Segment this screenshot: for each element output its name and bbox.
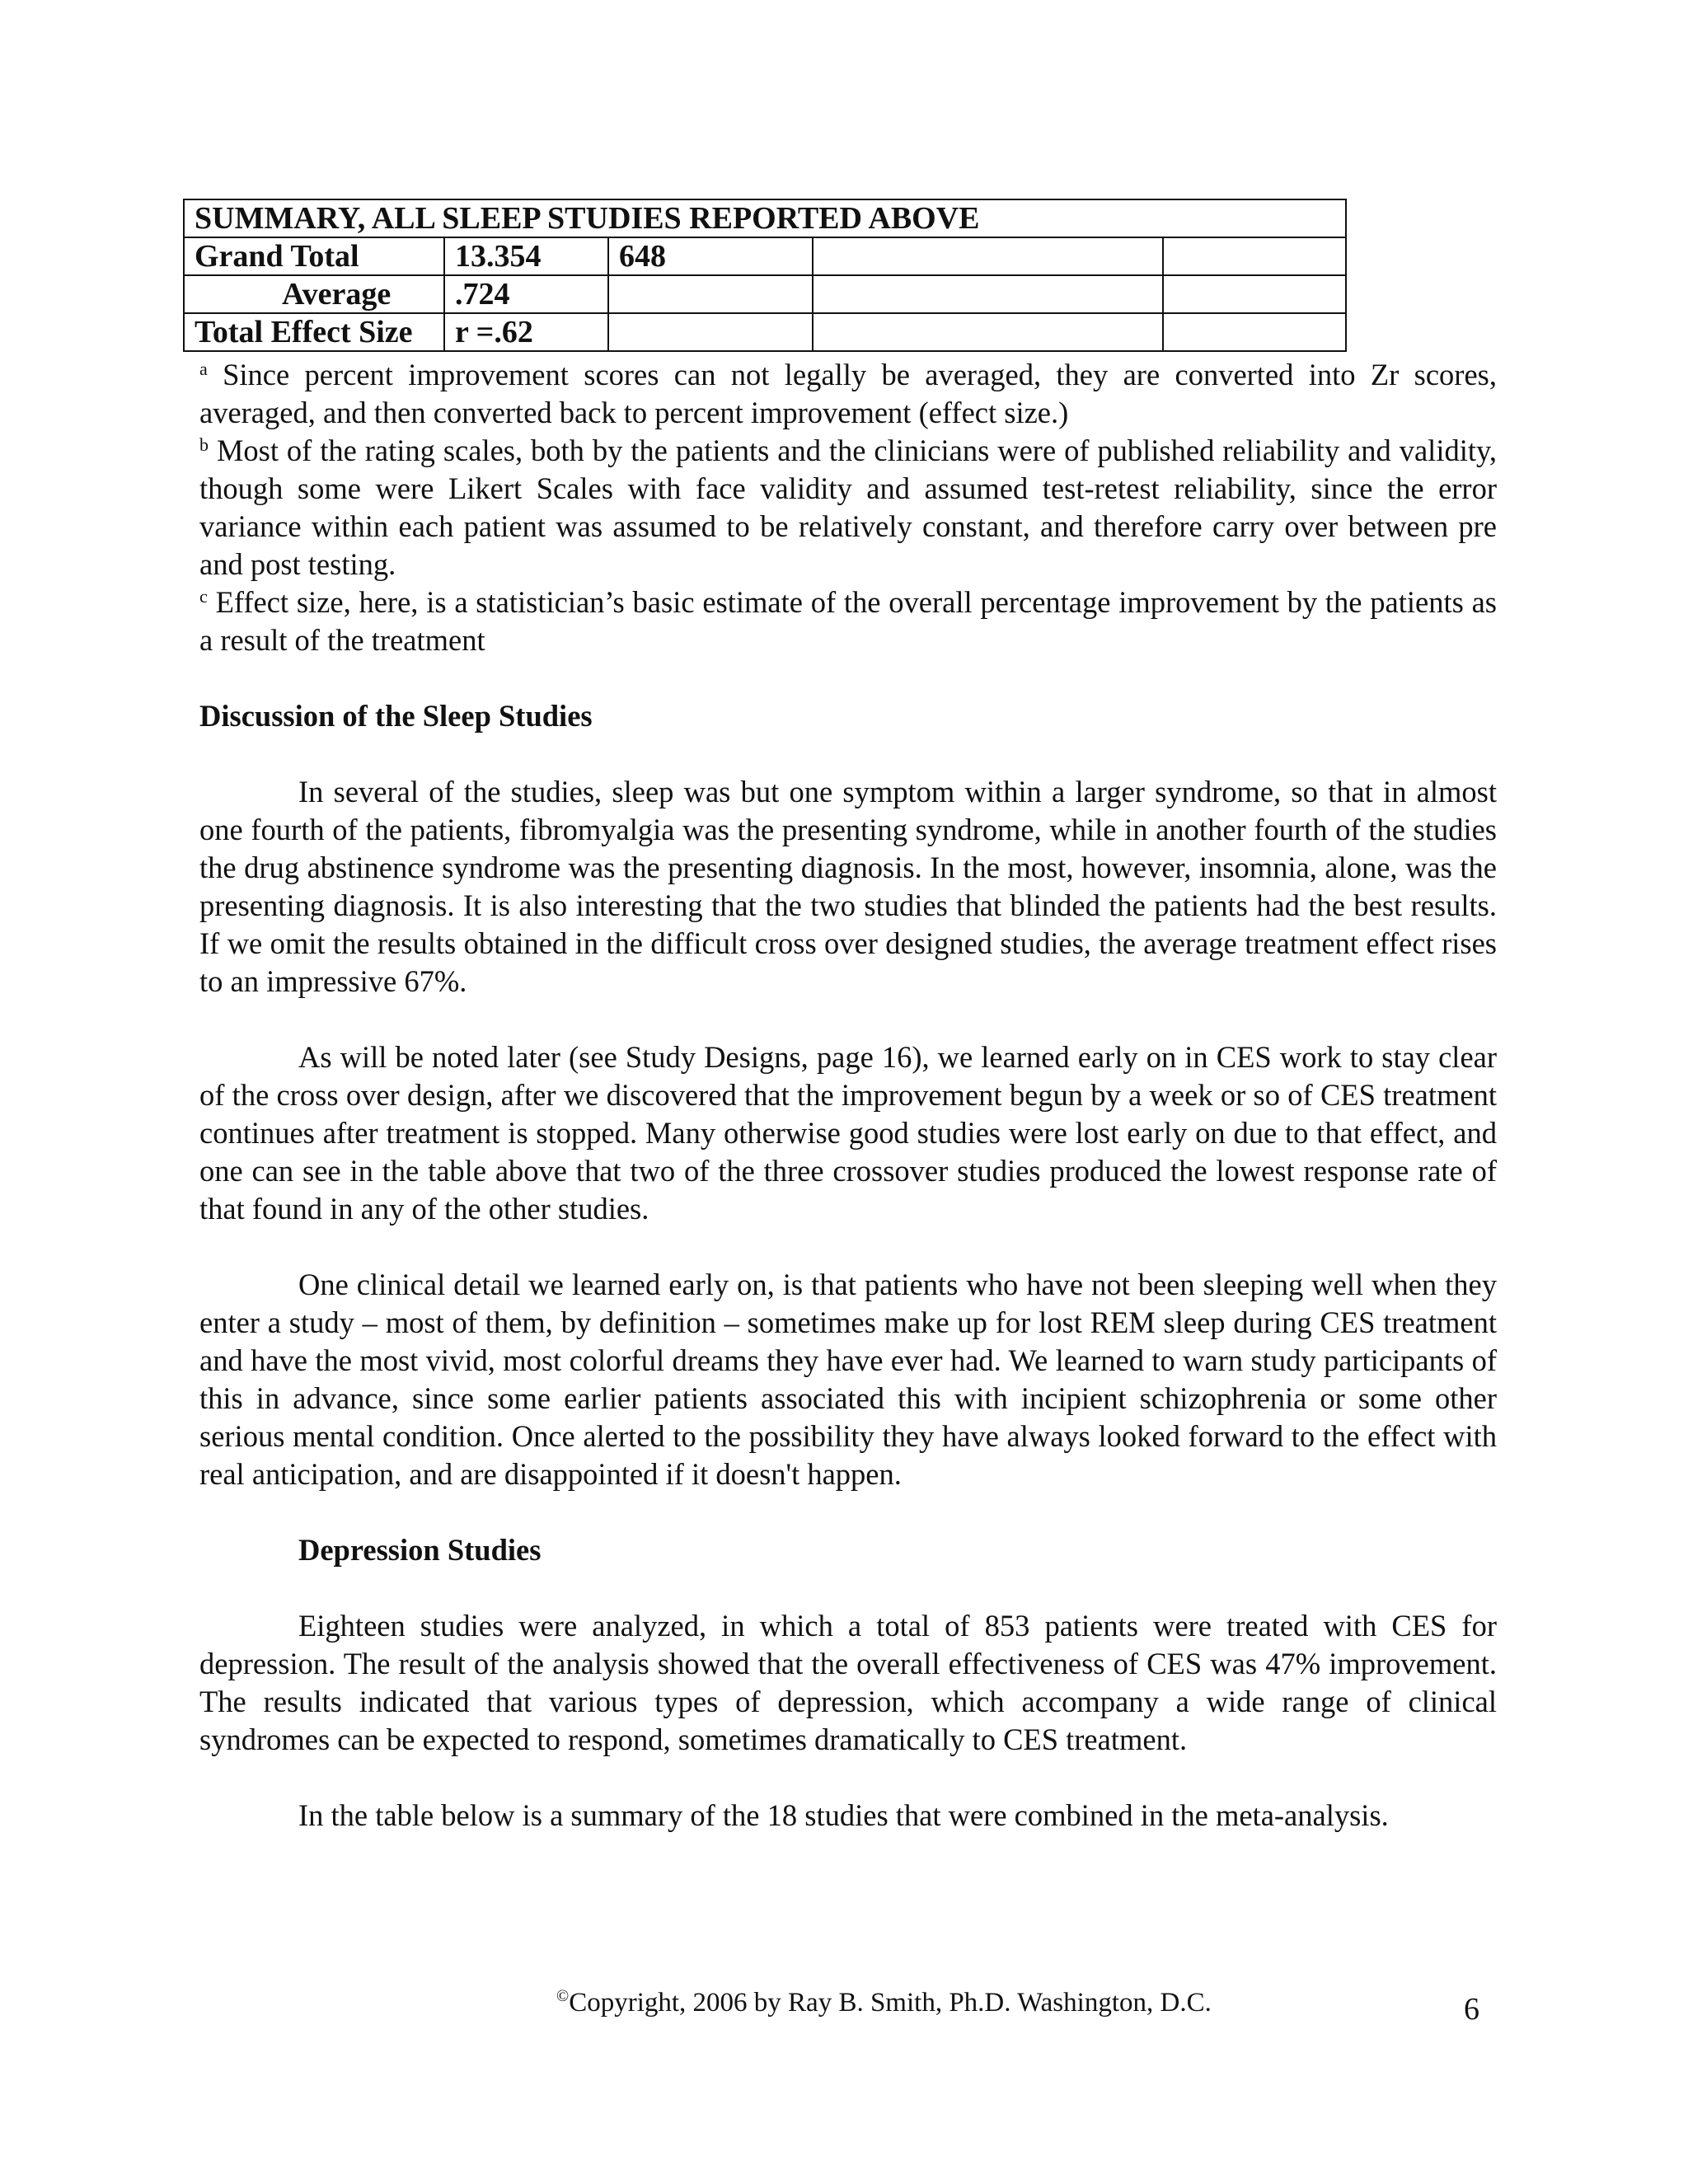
page-footer [0, 1988, 1688, 2029]
table-row [184, 237, 1346, 275]
page-number: 6 [1464, 1992, 1479, 2027]
table-cell: 648 [608, 237, 813, 275]
footnote-marker: a [199, 359, 208, 379]
table-cell [813, 275, 1163, 313]
table-row [184, 275, 1346, 313]
table-title-row [184, 199, 1346, 237]
paragraph: Eighteen studies were analyzed, in which a total of 853 patients were treated with CES for depression. The result of the analysis showed that the overall effectiveness of CES was 47% improvement. The results indicated that various types of depression, which accompany a wide range of clinical syndromes can be expected to respond, sometimes dramatically to CES treatment. [199, 1609, 1497, 1756]
paragraph: In several of the studies, sleep was but one symptom within a larger syndrome, so that in almost one fourth of the patients, fibromyalgia was the presenting syndrome, while in another fourth of the studies the drug abstinence syndrome was the presenting diagnosis. In the most, however, insomnia, alone, was the presenting diagnosis. It is also interesting that the two studies that blinded the patients had the best results. If we omit the results obtained in the difficult cross over designed studies, the average treatment effect rises to an impressive 67%. [199, 775, 1497, 998]
footnote-a [199, 356, 1497, 432]
copyright-text: Copyright, 2006 by Ray B. Smith, Ph.D. Washington, D.C. [569, 1988, 1212, 2018]
table-title: SUMMARY, ALL SLEEP STUDIES REPORTED ABOVE [184, 199, 1346, 237]
footnote-marker: c [199, 586, 208, 607]
table-row [184, 313, 1346, 351]
table-cell [608, 275, 813, 313]
table-cell: .724 [444, 275, 608, 313]
paragraph: As will be noted later (see Study Designs, page 16), we learned early on in CES work to stay clear of the cross over design, after we discovered that the improvement begun by a week or so of CES treatment continues after treatment is stopped. Many otherwise good studies were lost early on due to that effect, and one can see in the table above that two of the three crossover studies produced the lowest response rate of that found in any of the other studies. [199, 1040, 1497, 1226]
row-label: Total Effect Size [184, 313, 444, 351]
footnote-c [199, 583, 1497, 659]
table-cell [1163, 237, 1346, 275]
page-content [199, 356, 1497, 1835]
copyright-symbol: © [556, 1987, 570, 2005]
section-heading-depression: Depression Studies [298, 1533, 542, 1567]
table-cell [813, 237, 1163, 275]
section-heading-sleep: Discussion of the Sleep Studies [199, 699, 593, 733]
footnote-b [199, 432, 1497, 583]
footnote-marker: b [199, 434, 209, 455]
summary-table [183, 199, 1347, 352]
table-cell: 13.354 [444, 237, 608, 275]
table-cell: r =.62 [444, 313, 608, 351]
copyright-notice [556, 1988, 1212, 2018]
footnote-text: Effect size, here, is a statistician’s basic estimate of the overall percentage improvement by the patients as a result of the treatment [199, 585, 1498, 657]
table-cell [608, 313, 813, 351]
table-cell [813, 313, 1163, 351]
footnote-text: Since percent improvement scores can not legally be averaged, they are converted into Zr scores, averaged, and then converted back to percent improvement (effect size.) [199, 358, 1497, 429]
paragraph: One clinical detail we learned early on, is that patients who have not been sleeping well when they enter a study – most of them, by definition – sometimes make up for lost REM sleep during CES treatment and have the most vivid, most colorful dreams they have ever had. We learned to warn study participants of this in advance, since some earlier patients associated this with incipient schizophrenia or some other serious mental condition. Once alerted to the possibility they have always looked forward to the effect with real anticipation, and are disappointed if it doesn't happen. [199, 1268, 1497, 1491]
table-cell [1163, 275, 1346, 313]
footnote-text: Most of the rating scales, both by the patients and the clinicians were of published reliability and validity, though some were Likert Scales with face validity and assumed test-retest reliability, since the error variance within each patient was assumed to be relatively constant, and therefore carry over between pre and post testing. [199, 434, 1497, 581]
row-label: Average [184, 275, 444, 313]
row-label: Grand Total [184, 237, 444, 275]
table-cell [1163, 313, 1346, 351]
paragraph: In the table below is a summary of the 18 studies that were combined in the meta-analysis. [298, 1798, 1389, 1832]
